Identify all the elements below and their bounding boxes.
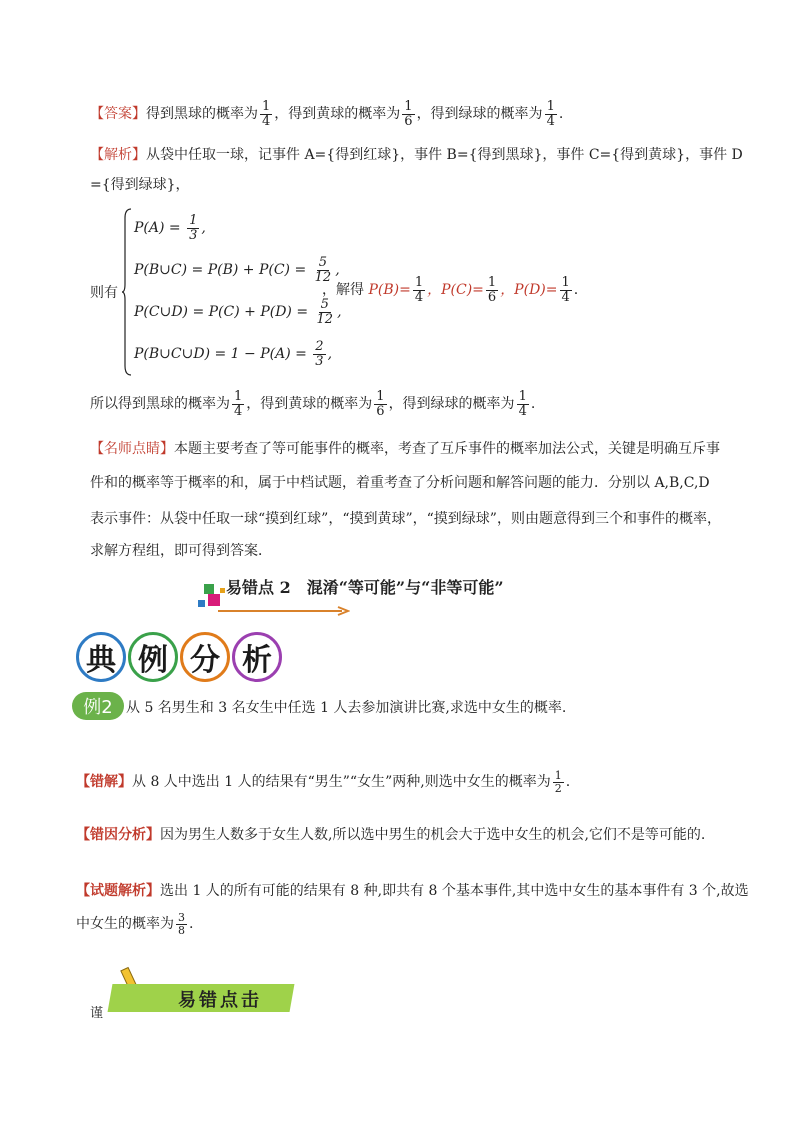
wrong-text: 从 8 人中选出 1 人的结果有“男生”“女生”两种,则选中女生的概率为 xyxy=(132,774,551,791)
solution-end: . xyxy=(189,916,194,933)
tip-prefix: 谨 xyxy=(90,1006,104,1021)
analysis-text-2: ={得到绿球}， xyxy=(90,177,190,193)
answer-text-3: ，得到绿球的概率为 xyxy=(416,106,543,123)
example-banner-char-1: 典 xyxy=(76,632,126,682)
answer-text-1: 得到黑球的概率为 xyxy=(146,106,258,123)
then-text: 则有 xyxy=(90,285,118,301)
example-badge-text: 例2 xyxy=(83,697,113,718)
left-brace xyxy=(122,208,132,376)
pb-label: P(B)= xyxy=(368,282,411,299)
tip-banner xyxy=(90,966,294,1021)
teacher-tag: 【名师点睛】 xyxy=(90,441,174,457)
teacher-text-2: 件和的概率等于概率的和，属于中档试题，着重考查了分析问题和解答问题的能力．分别以 A,B,C,D xyxy=(90,475,710,491)
conclusion-text-3: ，得到绿球的概率为 xyxy=(388,396,515,413)
teacher-line-3 xyxy=(90,508,721,528)
answer-end: . xyxy=(558,106,564,123)
pc-label: ，P(C)= xyxy=(427,282,484,299)
equation-3: P(C∪D) = P(C) + P(D) = $\frac{5}{12}$ , xyxy=(134,297,342,327)
answer-line xyxy=(90,100,563,128)
example-banner-char-3: 分 xyxy=(180,632,230,682)
solution-line-2: 中女生的概率为 $\frac{3}{8}$ . xyxy=(76,911,194,937)
arrow-icon xyxy=(218,606,350,616)
conclusion-line: 所以得到黑球的概率为 $\frac{1}{4}$ ，得到黄球的概率为 $\frac{1}{6}$ ，得到绿球的概率为 $\frac{1}{4}$ . xyxy=(90,389,536,419)
tip-label: 易错点击 xyxy=(178,990,262,1011)
answer-text-2: ，得到黄球的概率为 xyxy=(274,106,401,123)
cause-text: 因为男生人数多于女生人数,所以选中男生的机会大于选中女生的机会,它们不是等可能的. xyxy=(160,827,706,843)
conclusion-text-1: 所以得到黑球的概率为 xyxy=(90,396,230,413)
solution-text-1: 选出 1 人的所有可能的结果有 8 种,即共有 8 个基本事件,其中选中女生的基本事件有 3 个,故选 xyxy=(160,883,749,899)
solution-text-2: 中女生的概率为 xyxy=(76,916,174,933)
section-title-text: 易错点 2 混淆“等可能”与“非等可能” xyxy=(226,578,504,597)
solve-end: . xyxy=(573,282,579,299)
analysis-tag: 【解析】 xyxy=(90,147,146,163)
solve-prefix: ，解得 xyxy=(322,282,369,299)
teacher-line-2 xyxy=(90,472,710,492)
analysis-line-1 xyxy=(90,144,743,164)
answer-fraction-2: $\frac{1}{6}$ xyxy=(404,99,413,129)
wrong-line: 【错解】从 8 人中选出 1 人的结果有“男生”“女生”两种,则选中女生的概率为 $\frac{1}{2}$ . xyxy=(76,769,571,795)
equation-1: P(A) = $\frac{1}{3}$ , xyxy=(134,213,206,243)
example-question xyxy=(126,697,566,717)
teacher-text-1: 本题主要考查了等可能事件的概率，考查了互斥事件的概率加法公式，关键是明确互斥事 xyxy=(174,441,720,457)
pd-label: ，P(D)= xyxy=(500,282,558,299)
example-question-text: 从 5 名男生和 3 名女生中任选 1 人去参加演讲比赛,求选中女生的概率. xyxy=(126,700,567,716)
solution-line-1 xyxy=(76,880,749,900)
example-banner-char-4: 析 xyxy=(232,632,282,682)
solution-tag: 【试题解析】 xyxy=(76,883,160,899)
teacher-line-1 xyxy=(90,438,720,458)
teacher-line-4 xyxy=(90,540,272,560)
example-banner-char-2: 例 xyxy=(128,632,178,682)
example-badge xyxy=(72,692,124,720)
then-label xyxy=(90,282,118,302)
teacher-text-4: 求解方程组，即可得到答案． xyxy=(90,543,272,559)
equation-2: P(B∪C) = P(B) + P(C) = $\frac{5}{12}$ , xyxy=(134,255,340,285)
wrong-end: . xyxy=(565,774,571,791)
analysis-text-1: 从袋中任取一球，记事件 A={得到红球}，事件 B={得到黑球}，事件 C={得到黄球}，事件 D xyxy=(146,147,743,163)
answer-fraction-3: $\frac{1}{4}$ xyxy=(546,99,555,129)
equation-4: P(B∪C∪D) = 1 − P(A) = $\frac{2}{3}$ , xyxy=(134,339,333,369)
section-title xyxy=(226,575,504,598)
example-banner xyxy=(76,632,282,682)
teacher-text-3: 表示事件：从袋中任取一球“摸到红球”，“摸到黄球”，“摸到绿球”，则由题意得到三个和事件的概率， xyxy=(90,511,721,527)
cause-line xyxy=(76,824,705,844)
answer-fraction-1: $\frac{1}{4}$ xyxy=(262,99,271,129)
solve-line: ，解得 P(B)= $\frac{1}{4}$ ，P(C)= $\frac{1}{6}$ ，P(D)= $\frac{1}{4}$ . xyxy=(322,275,579,305)
cause-tag: 【错因分析】 xyxy=(76,827,160,843)
answer-tag: 【答案】 xyxy=(90,106,146,123)
analysis-line-2 xyxy=(90,174,190,194)
conclusion-end: . xyxy=(530,396,536,413)
conclusion-text-2: ，得到黄球的概率为 xyxy=(246,396,373,413)
wrong-tag: 【错解】 xyxy=(76,774,132,791)
